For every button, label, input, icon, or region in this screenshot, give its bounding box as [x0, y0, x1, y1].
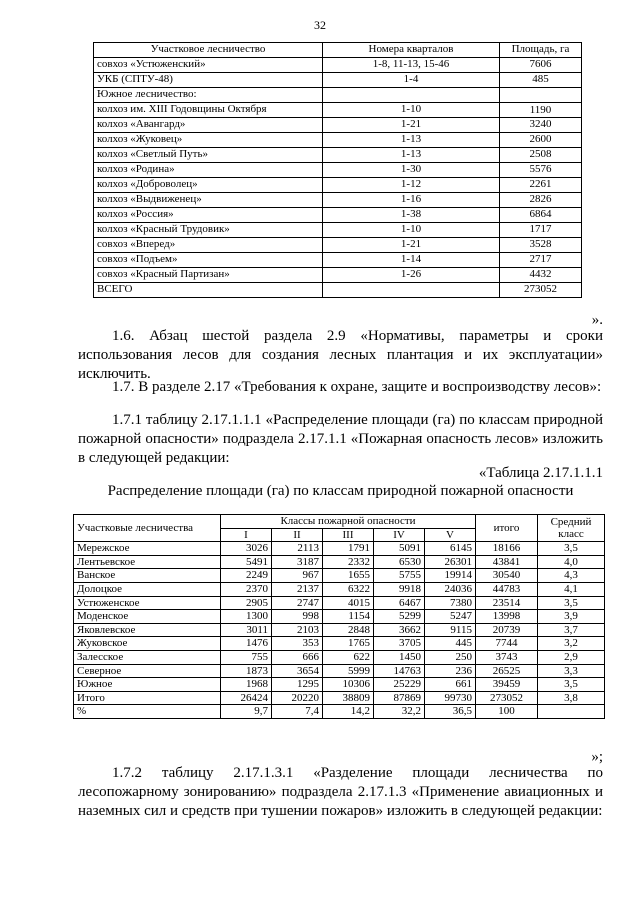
paragraph-1-7-1: 1.7.1 таблицу 2.17.1.1.1 «Распределение площади (га) по классам природной пожарной опасности» подраздела 2.17.1.1 «Пожарная опасность лесов» изложить в следующей редакции:: [78, 412, 603, 466]
table-cell: 39459: [476, 678, 538, 692]
table-cell: 1-13: [323, 133, 500, 148]
table-cell: совхоз «Подъем»: [94, 253, 323, 268]
table-cell: 19914: [425, 569, 476, 583]
table-row: [94, 73, 582, 88]
table-cell: совхоз «Красный Партизан»: [94, 268, 323, 283]
table-cell: 20739: [476, 623, 538, 637]
table-cell: Яковлевское: [74, 623, 221, 637]
table-cell: 445: [425, 637, 476, 651]
table-cell: 273052: [500, 283, 582, 298]
table-cell: 1154: [323, 610, 374, 624]
table-cell: 3662: [374, 623, 425, 637]
column-header-total: итого: [476, 515, 538, 542]
class-label: IV: [374, 528, 425, 542]
table-cell: 3,5: [538, 678, 605, 692]
table-cell: колхоз «Авангард»: [94, 118, 323, 133]
paragraph-1-7: 1.7. В разделе 2.17 «Требования к охране, защите и воспроизводству лесов»:: [112, 379, 602, 395]
class-label: I: [221, 528, 272, 542]
table-cell: УКБ (СПТУ-48): [94, 73, 323, 88]
table-cell: 998: [272, 610, 323, 624]
table-cell: 6864: [500, 208, 582, 223]
table-cell: 666: [272, 650, 323, 664]
column-header: Площадь, га: [500, 43, 582, 58]
table-cell: 20220: [272, 691, 323, 705]
table-cell: 43841: [476, 555, 538, 569]
table-cell: 9,7: [221, 705, 272, 719]
table-cell: 3240: [500, 118, 582, 133]
table-row: [94, 163, 582, 178]
table-cell: колхоз «Россия»: [94, 208, 323, 223]
table-cell: колхоз «Красный Трудовик»: [94, 223, 323, 238]
table-cell: 3,8: [538, 691, 605, 705]
table-cell: 1-38: [323, 208, 500, 223]
table-cell: совхоз «Устюженский»: [94, 58, 323, 73]
table-cell: 87869: [374, 691, 425, 705]
table-cell: 7380: [425, 596, 476, 610]
table-cell: [323, 283, 500, 298]
table-cell: [323, 88, 500, 103]
table-cell: 250: [425, 650, 476, 664]
table-row: [94, 283, 582, 298]
table-cell: ВСЕГО: [94, 283, 323, 298]
table-cell: 755: [221, 650, 272, 664]
table-row: [74, 610, 605, 624]
table-row: [74, 542, 605, 556]
class-label: III: [323, 528, 374, 542]
table-cell: 967: [272, 569, 323, 583]
column-header: Номера кварталов: [323, 43, 500, 58]
table-cell: 1300: [221, 610, 272, 624]
table-cell: 30540: [476, 569, 538, 583]
page-number: 32: [314, 18, 326, 32]
table-row: [94, 118, 582, 133]
table-row: [74, 637, 605, 651]
table-cell: Мережское: [74, 542, 221, 556]
table-row: [74, 664, 605, 678]
table-cell: колхоз «Выдвиженец»: [94, 193, 323, 208]
table-row: [94, 58, 582, 73]
table-cell: 25229: [374, 678, 425, 692]
table-cell: 3187: [272, 555, 323, 569]
table-cell: 661: [425, 678, 476, 692]
table-cell: 18166: [476, 542, 538, 556]
table2-closing-quote: »;: [591, 749, 603, 765]
table-cell: 485: [500, 73, 582, 88]
table-cell: 1765: [323, 637, 374, 651]
table-row: [74, 650, 605, 664]
table-row: [94, 223, 582, 238]
table-cell: 1-10: [323, 103, 500, 118]
table-row: [74, 582, 605, 596]
table-cell: 2249: [221, 569, 272, 583]
table1-closing-quote: ».: [591, 312, 603, 328]
table-cell: 1-12: [323, 178, 500, 193]
column-header-classes: Классы пожарной опасности: [221, 515, 476, 529]
table-cell: 1-21: [323, 118, 500, 133]
table-cell: Жуковское: [74, 637, 221, 651]
table-cell: 5247: [425, 610, 476, 624]
table2-title: Распределение площади (га) по классам природной пожарной опасности: [107, 483, 574, 499]
table-cell: 7744: [476, 637, 538, 651]
table-cell: колхоз «Жуковец»: [94, 133, 323, 148]
table-cell: 2848: [323, 623, 374, 637]
table-cell: 353: [272, 637, 323, 651]
table-cell: Южное: [74, 678, 221, 692]
table-cell: Долоцкое: [74, 582, 221, 596]
table-cell: 1-13: [323, 148, 500, 163]
table-header-row: [74, 515, 605, 529]
table-cell: [538, 705, 605, 719]
table-row: [74, 555, 605, 569]
table-cell: Устюженское: [74, 596, 221, 610]
table-cell: 1476: [221, 637, 272, 651]
table-row: [94, 268, 582, 283]
table-header-row: [94, 43, 582, 58]
table-cell: 4015: [323, 596, 374, 610]
table-cell: Лентьевское: [74, 555, 221, 569]
table-cell: 2103: [272, 623, 323, 637]
table2-label: «Таблица 2.17.1.1.1: [478, 465, 603, 481]
table-cell: 2,9: [538, 650, 605, 664]
table-cell: 3011: [221, 623, 272, 637]
table-row: [94, 133, 582, 148]
table-cell: 10306: [323, 678, 374, 692]
table-cell: 5755: [374, 569, 425, 583]
table-cell: 1-26: [323, 268, 500, 283]
table-cell: совхоз «Вперед»: [94, 238, 323, 253]
table-cell: 5491: [221, 555, 272, 569]
table-row: [74, 691, 605, 705]
table-cell: 273052: [476, 691, 538, 705]
table-row: [94, 208, 582, 223]
table-cell: 1-14: [323, 253, 500, 268]
table-row: [94, 88, 582, 103]
table-cell: 26424: [221, 691, 272, 705]
table-cell: колхоз им. XIII Годовщины Октября: [94, 103, 323, 118]
table-cell: Итого: [74, 691, 221, 705]
table-cell: 23514: [476, 596, 538, 610]
column-header: Участковое лесничество: [94, 43, 323, 58]
table-cell: 9918: [374, 582, 425, 596]
table-cell: 99730: [425, 691, 476, 705]
table-cell: 44783: [476, 582, 538, 596]
table-cell: 2747: [272, 596, 323, 610]
table-cell: 236: [425, 664, 476, 678]
quarters-table: [93, 42, 582, 298]
table-cell: 3528: [500, 238, 582, 253]
table-cell: 1-16: [323, 193, 500, 208]
table-cell: 1968: [221, 678, 272, 692]
table-cell: 26525: [476, 664, 538, 678]
column-header-average: Средний класс: [538, 515, 605, 542]
paragraph-1-7-2: 1.7.2 таблицу 2.17.1.3.1 «Разделение площади лесничества по лесопожарному зонированию» подраздела 2.17.1.3 «Применение авиационных и наземных сил и средств при тушении пожаров» изложить в следующей редакции:: [78, 765, 603, 819]
table-cell: 2332: [323, 555, 374, 569]
table-row: [74, 678, 605, 692]
table-cell: 100: [476, 705, 538, 719]
table-cell: 622: [323, 650, 374, 664]
table-cell: 26301: [425, 555, 476, 569]
table-cell: 2137: [272, 582, 323, 596]
table-cell: 2905: [221, 596, 272, 610]
table-cell: колхоз «Доброволец»: [94, 178, 323, 193]
table-cell: 5091: [374, 542, 425, 556]
table-row: [94, 148, 582, 163]
table-cell: 5576: [500, 163, 582, 178]
class-label: V: [425, 528, 476, 542]
table-cell: 4,3: [538, 569, 605, 583]
table-row: [74, 569, 605, 583]
table-row: [94, 238, 582, 253]
table-cell: 1791: [323, 542, 374, 556]
paragraph-1-6: 1.6. Абзац шестой раздела 2.9 «Нормативы, параметры и сроки использования лесов для создания лесных плантация и их эксплуатации» исключить.: [78, 328, 603, 382]
table-cell: 3,5: [538, 542, 605, 556]
table-cell: 3705: [374, 637, 425, 651]
table-cell: колхоз «Родина»: [94, 163, 323, 178]
table-cell: 2113: [272, 542, 323, 556]
table-cell: Моденское: [74, 610, 221, 624]
table-cell: 3,2: [538, 637, 605, 651]
table-cell: 3,3: [538, 664, 605, 678]
table-cell: 3026: [221, 542, 272, 556]
table-cell: 4,1: [538, 582, 605, 596]
table-cell: 6467: [374, 596, 425, 610]
table-cell: 1873: [221, 664, 272, 678]
table-cell: 4432: [500, 268, 582, 283]
table-row: [94, 178, 582, 193]
table-row: [74, 705, 605, 719]
table-row: [94, 193, 582, 208]
table-cell: 2717: [500, 253, 582, 268]
table-cell: Залесское: [74, 650, 221, 664]
column-header-forestry: Участковые лесничества: [74, 515, 221, 542]
table-cell: Ванское: [74, 569, 221, 583]
table-cell: 1190: [500, 103, 582, 118]
table-cell: 5299: [374, 610, 425, 624]
table-cell: 7606: [500, 58, 582, 73]
table-cell: 3,9: [538, 610, 605, 624]
table-cell: 14763: [374, 664, 425, 678]
table-row: [94, 253, 582, 268]
table-cell: 3,5: [538, 596, 605, 610]
table-cell: 7,4: [272, 705, 323, 719]
table-cell: Северное: [74, 664, 221, 678]
table-cell: 3654: [272, 664, 323, 678]
table-cell: 1295: [272, 678, 323, 692]
table-cell: 3,7: [538, 623, 605, 637]
table-cell: 24036: [425, 582, 476, 596]
fire-class-table: [73, 514, 605, 719]
table-cell: 6145: [425, 542, 476, 556]
table-cell: 9115: [425, 623, 476, 637]
table-cell: 3743: [476, 650, 538, 664]
table-cell: 1-21: [323, 238, 500, 253]
table-cell: 38809: [323, 691, 374, 705]
table-cell: 2508: [500, 148, 582, 163]
table-cell: 13998: [476, 610, 538, 624]
table-cell: 1655: [323, 569, 374, 583]
table-cell: 1717: [500, 223, 582, 238]
table-cell: 6530: [374, 555, 425, 569]
table-cell: 1-10: [323, 223, 500, 238]
table-cell: %: [74, 705, 221, 719]
table-cell: 1-30: [323, 163, 500, 178]
table-row: [74, 596, 605, 610]
table-cell: 1-4: [323, 73, 500, 88]
table-cell: Южное лесничество:: [94, 88, 323, 103]
table-cell: 1-8, 11-13, 15-46: [323, 58, 500, 73]
table-cell: 1450: [374, 650, 425, 664]
table-cell: 2370: [221, 582, 272, 596]
table-cell: 14,2: [323, 705, 374, 719]
table-row: [94, 103, 582, 118]
table-row: [74, 623, 605, 637]
table-cell: 32,2: [374, 705, 425, 719]
table-cell: 5999: [323, 664, 374, 678]
table-cell: 2261: [500, 178, 582, 193]
table-cell: 2600: [500, 133, 582, 148]
table-cell: 2826: [500, 193, 582, 208]
table-cell: колхоз «Светлый Путь»: [94, 148, 323, 163]
table-cell: 6322: [323, 582, 374, 596]
table-cell: [500, 88, 582, 103]
table-cell: 4,0: [538, 555, 605, 569]
class-label: II: [272, 528, 323, 542]
table-cell: 36,5: [425, 705, 476, 719]
